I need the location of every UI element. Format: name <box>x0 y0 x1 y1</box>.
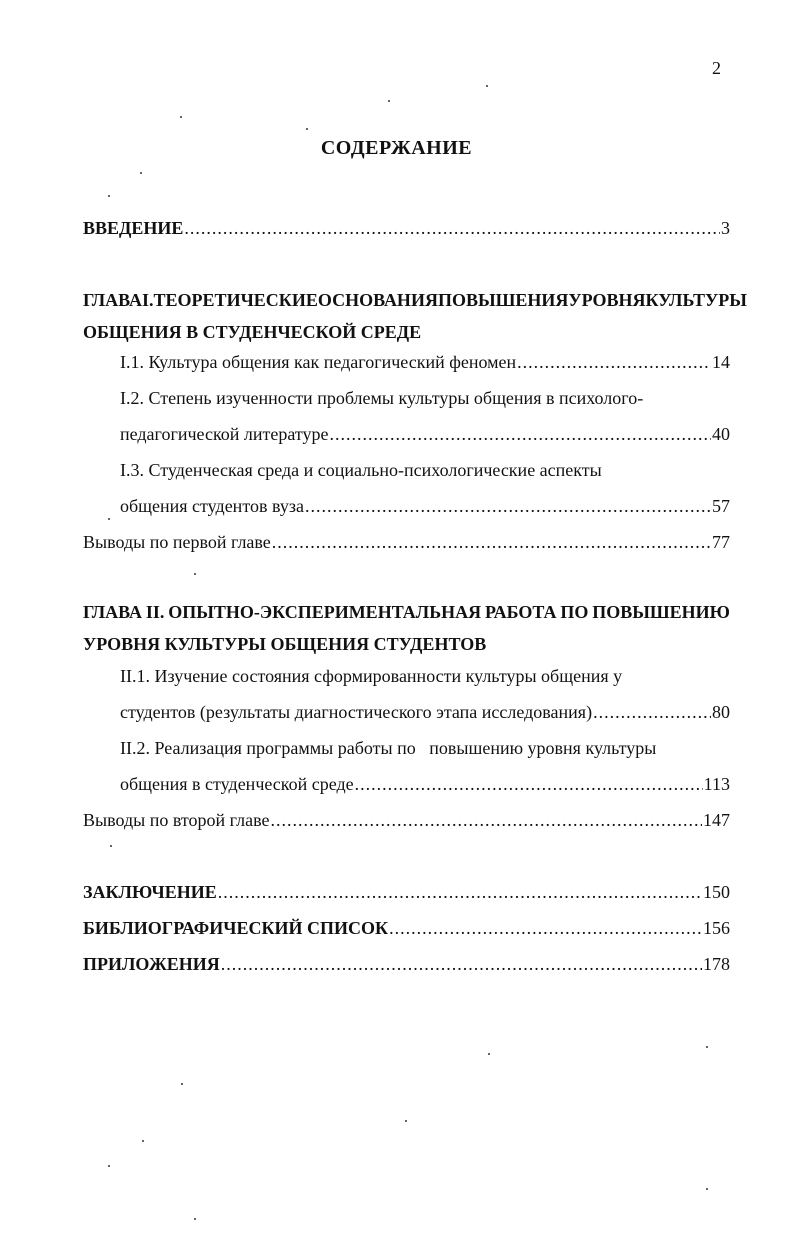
toc-entry-label: Выводы по второй главе <box>83 810 270 830</box>
toc-entry-bibliography <box>83 916 730 940</box>
toc-entry-2-1 <box>120 700 730 724</box>
dot-leader <box>593 700 711 724</box>
scan-speck <box>388 100 390 102</box>
toc-entry-1-2-line1: I.2. Степень изученности проблемы культуры общения в психолого- <box>120 388 644 408</box>
toc-entry-2-2 <box>120 772 730 796</box>
dot-leader <box>330 422 711 446</box>
scan-speck <box>488 1053 490 1055</box>
toc-entry-page: 156 <box>703 918 730 938</box>
scan-speck <box>140 172 142 174</box>
dot-leader <box>389 916 702 940</box>
scan-speck <box>194 573 196 575</box>
scan-speck <box>706 1046 708 1048</box>
toc-entry-1-3-line1: I.3. Студенческая среда и социально-психологические аспекты <box>120 460 602 480</box>
chapter1-heading-line1: ГЛАВА I. ТЕОРЕТИЧЕСКИЕ ОСНОВАНИЯ ПОВЫШЕНИЯ УРОВНЯ КУЛЬТУРЫ <box>83 290 747 310</box>
dot-leader <box>218 880 702 904</box>
scan-speck <box>142 1140 144 1142</box>
toc-entry-1-2 <box>120 422 730 446</box>
toc-entry-page: 147 <box>703 810 730 830</box>
page-title: СОДЕРЖАНИЕ <box>320 137 473 159</box>
scan-speck <box>108 195 110 197</box>
toc-entry-page: 14 <box>712 352 730 372</box>
toc-entry-conclusion <box>83 880 730 904</box>
scan-speck <box>194 1218 196 1220</box>
toc-entry-page: 113 <box>703 774 730 794</box>
dot-leader <box>355 772 703 796</box>
chapter2-heading-line2: УРОВНЯ КУЛЬТУРЫ ОБЩЕНИЯ СТУДЕНТОВ <box>83 634 487 654</box>
dot-leader <box>221 952 702 976</box>
toc-entry-1-1 <box>120 350 730 374</box>
toc-entry-label: педагогической литературе <box>120 424 329 444</box>
toc-entry-1-3 <box>120 494 730 518</box>
toc-entry-intro <box>83 216 730 240</box>
dot-leader <box>517 350 711 374</box>
toc-entry-page: 77 <box>712 532 730 552</box>
dot-leader <box>270 808 702 832</box>
dot-leader <box>272 530 711 554</box>
chapter2-heading-line1: ГЛАВА II. ОПЫТНО-ЭКСПЕРИМЕНТАЛЬНАЯ РАБОТА ПО ПОВЫШЕНИЮ <box>83 602 730 622</box>
toc-entry-page: 80 <box>712 702 730 722</box>
toc-entry-label: студентов (результаты диагностического этапа исследования) <box>120 702 593 722</box>
toc-entry-label: общения в студенческой среде <box>120 774 354 794</box>
scan-speck <box>108 518 110 520</box>
toc-entry-label: БИБЛИОГРАФИЧЕСКИЙ СПИСОК <box>83 918 389 938</box>
toc-entry-page: 178 <box>703 954 730 974</box>
toc-entry-chapter2-conclusion <box>83 808 730 832</box>
toc-entry-page: 40 <box>712 424 730 444</box>
page-number: 2 <box>712 58 721 78</box>
toc-entry-label: общения студентов вуза <box>120 496 304 516</box>
toc-entry-page: 57 <box>712 496 730 516</box>
toc-entry-label: ЗАКЛЮЧЕНИЕ <box>83 882 217 902</box>
scan-speck <box>306 128 308 130</box>
scan-speck <box>405 1120 407 1122</box>
toc-entry-appendices <box>83 952 730 976</box>
toc-entry-page: 3 <box>721 218 730 238</box>
scan-speck <box>486 85 488 87</box>
toc-entry-2-1-line1: II.1. Изучение состояния сформированности культуры общения у <box>120 666 623 686</box>
chapter1-heading-line2: ОБЩЕНИЯ В СТУДЕНЧЕСКОЙ СРЕДЕ <box>83 322 422 342</box>
scan-speck <box>108 1165 110 1167</box>
scan-speck <box>110 845 112 847</box>
toc-entry-page: 150 <box>703 882 730 902</box>
toc-entry-2-2-line1: II.2. Реализация программы работы по повышению уровня культуры <box>120 738 657 758</box>
toc-entry-chapter1-conclusion <box>83 530 730 554</box>
toc-entry-label: I.1. Культура общения как педагогический феномен <box>120 352 517 372</box>
toc-entry-label: ВВЕДЕНИЕ <box>83 218 184 238</box>
dot-leader <box>305 494 711 518</box>
scan-speck <box>706 1188 708 1190</box>
toc-entry-label: ПРИЛОЖЕНИЯ <box>83 954 220 974</box>
scan-speck <box>181 1083 183 1085</box>
dot-leader <box>184 216 720 240</box>
toc-entry-label: Выводы по первой главе <box>83 532 271 552</box>
scan-speck <box>180 116 182 118</box>
